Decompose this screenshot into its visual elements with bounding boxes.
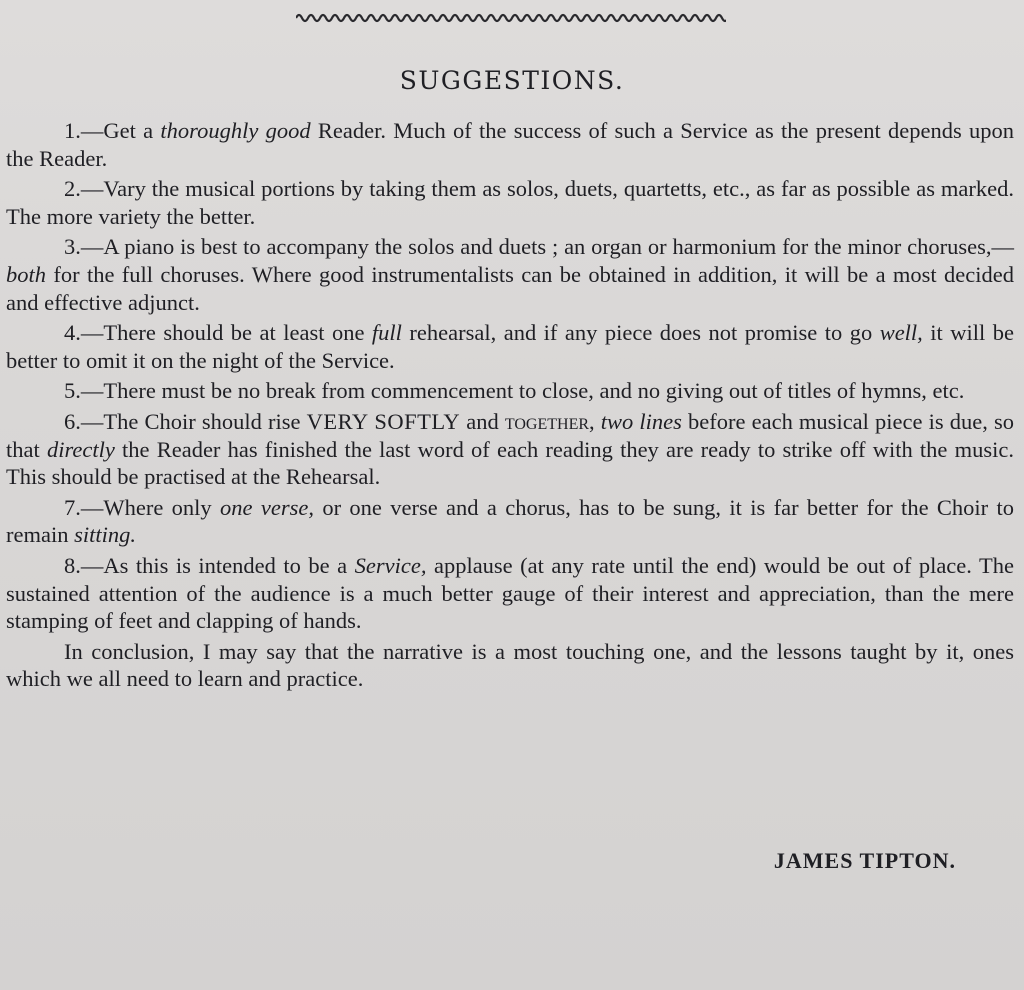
paragraph-4 xyxy=(6,319,1014,374)
paragraph-4-segment: rehearsal, and if any piece does not promise to go xyxy=(401,320,880,346)
paragraph-6-segment: before each musical piece is due, so that xyxy=(6,408,1014,462)
paragraph-6-segment: together, xyxy=(504,408,595,434)
paragraph-3 xyxy=(6,233,1014,316)
paragraph-2 xyxy=(6,175,1014,230)
paragraph-7-segment: or one verse and a chorus, has to be sung, it is far better for the Choir to remain xyxy=(6,494,1014,548)
paragraph-8-segment: Service, xyxy=(354,552,427,578)
paragraph-1-segment: 1.—Get a xyxy=(64,118,161,143)
paragraph-6-segment: VERY SOFTLY xyxy=(306,408,461,434)
paragraph-6-segment: the Reader has finished the last word of each reading they are ready to strike off with the music. This should be practised at the Rehearsal. xyxy=(6,436,1014,490)
paragraph-4-segment: it will be better to omit it on the night of the Service. xyxy=(6,320,1014,373)
paragraph-8-segment: 8.—As this is intended to be a xyxy=(64,552,355,578)
paragraph-8 xyxy=(6,552,1014,635)
paragraph-6-segment: directly xyxy=(46,436,115,462)
paragraph-2-segment: 2.—Vary the musical portions by taking them as solos, duets, quartetts, etc., as far as possible as marked. The more variety the better. xyxy=(6,176,1014,229)
suggestions-body xyxy=(6,117,1014,696)
paragraph-6 xyxy=(6,408,1014,491)
paragraph-5 xyxy=(6,377,1014,405)
paragraph-4-segment: well, xyxy=(879,320,923,346)
paragraph-7-segment: one verse, xyxy=(220,494,314,520)
paragraph-5-segment: 5.—There must be no break from commencement to close, and no giving out of titles of hymns, etc. xyxy=(64,378,965,404)
paragraph-9 xyxy=(6,638,1014,693)
paragraph-7-segment: 7.—Where only xyxy=(64,494,221,520)
paragraph-3-segment: 3.—A piano is best to accompany the solos and duets ; an organ or harmonium for the minor choruses,— xyxy=(64,234,1014,260)
paragraph-7-segment: sitting. xyxy=(74,522,136,548)
paragraph-6-segment: two lines xyxy=(600,408,682,434)
paragraph-3-segment: for the full choruses. Where good instrumentalists can be obtained in addition, it will be a most decided and effective adjunct. xyxy=(6,261,1014,315)
paragraph-4-segment: 4.—There should be at least one xyxy=(64,320,372,346)
paragraph-1-segment: Reader. Much of the success of such a Service as the present depends upon the Reader. xyxy=(6,118,1014,171)
paragraph-1 xyxy=(6,117,1014,172)
paragraph-6-segment: 6.—The Choir should rise xyxy=(64,408,307,434)
paragraph-4-segment: full xyxy=(371,320,402,346)
paragraph-6-segment: and xyxy=(460,408,505,434)
paragraph-7 xyxy=(6,494,1014,549)
paragraph-8-segment: applause (at any rate until the end) would be out of place. The sustained attention of the audience is a much better gauge of their interest and appreciation, than the mere stamping of feet and clapping of hands. xyxy=(6,552,1014,634)
wavy-rule-ornament-icon xyxy=(296,8,726,28)
paragraph-3-segment: both xyxy=(6,261,47,287)
paragraph-1-segment: thoroughly good xyxy=(160,118,311,143)
page-title: SUGGESTIONS. xyxy=(399,66,625,95)
paragraph-9-segment: In conclusion, I may say that the narrative is a most touching one, and the lessons taught by it, ones which we all need to learn and practice. xyxy=(6,638,1014,692)
signature: JAMES TIPTON. xyxy=(773,848,956,873)
